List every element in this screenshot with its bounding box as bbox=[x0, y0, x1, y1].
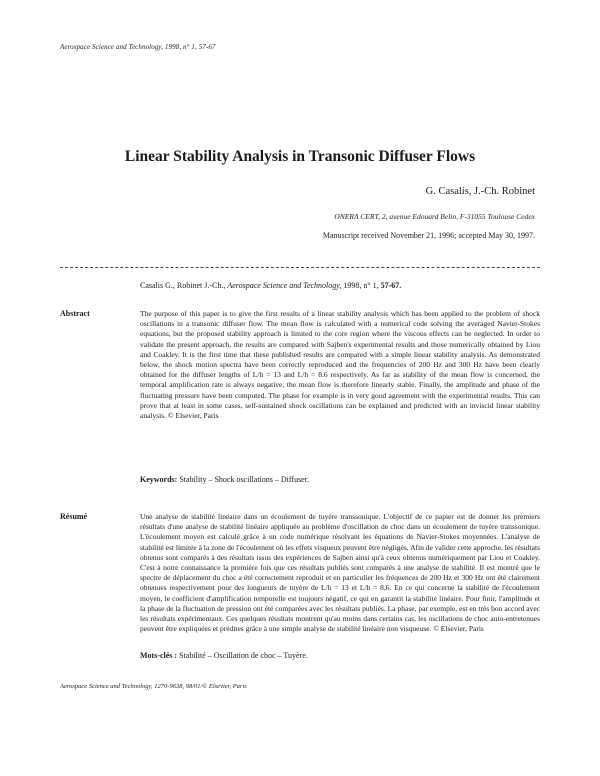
motscles-text: Stabilité – Oscillation de choc – Tuyère. bbox=[179, 651, 308, 660]
citation-authors: Casalis G., Robinet J.-Ch., bbox=[140, 281, 226, 290]
affiliation: ONERA CERT, 2, avenue Edouard Belin, F-31055 Toulouse Cedex bbox=[334, 212, 535, 221]
abstract-text: The purpose of this paper is to give the first results of a linear stability analysis which has been applied to the problem of shock oscillations in a transonic diffuser flow. The mean flow is calculated with a numerical code solving the averaged Navier-Stokes equations, but the proposed stability approach is limited to the core region where the viscous effects can be neglected. In order to validate the present approach, the results are compared with Sajben's experimental results and those numerically obtained by Liou and Coakley. It is the first time that these published results are compared with a simple linear stability analysis. As demonstrated below, the shock motion spectra have been correctly reproduced and the frequencies of 200 Hz and 300 Hz have been clearly obtained for the diffuser lengths of L/h = 13 and L/h = 8.6 respectively. As far as stability of the mean flow is concerned, the temporal amplification rate is always negative, the mean flow is therefore linearly stable. Finally, the amplitude and phase of the fluctuating pressure have been computed. The phase for example is in very good agreement with the experimental results. This can prove that at least in some cases, self-sustained shock oscillations can be explained and predicted with an inviscid linear stability analysis. © Elsevier, Paris bbox=[140, 309, 540, 421]
received-date: Manuscript received November 21, 1996; accepted May 30, 1997. bbox=[322, 231, 535, 240]
keywords-label: Keywords: bbox=[140, 475, 178, 484]
citation-journal: Aerospace Science and Technology, bbox=[227, 281, 342, 290]
motscles bbox=[140, 651, 308, 660]
authors: G. Casalis, J.-Ch. Robinet bbox=[425, 186, 535, 197]
resume-label: Résumé bbox=[60, 512, 88, 521]
keywords bbox=[140, 475, 309, 484]
footer: Aerospace Science and Technology, 1270-9638, 98/01/© Elsevier, Paris bbox=[60, 683, 247, 690]
abstract-label: Abstract bbox=[60, 309, 90, 318]
resume-text: Une analyse de stabilité linéaire dans un écoulement de tuyère transsonique. L'objectif de ce papier est de donner les premiers résultats d'une analyse de stabilité linéaire appliquée au problème d'oscillation de choc dans un écoulement de tuyère transsonique. L'écoulement moyen est calculé grâce à un code numérique résolvant les équations de Navier-Stokes moyennées. L'analyse de stabilité est limitée à la zone de l'écoulement où les effets visqueux peuvent être négligés. Afin de valider cette approche, les résultats obtenus sont comparés à des résultats issus des expériences de Sajben ainsi qu'à ceux obtenus numériquement par Liou et Coakley. C'est à notre connaissance la première fois que ces résultats publiés sont comparés à une analyse de stabilité. Il est montré que le spectre de déplacement du choc a été correctement reproduit et en particulier les fréquences de 200 Hz et 300 Hz ont été clairement obtenues respectivement pour des longueurs de tuyère de L/h = 13 et L/h = 8,6. En ce qui concerne la stabilité de l'écoulement moyen, le coefficient d'amplification temporelle est toujours négatif, ce qui en garantit la stabilité linéaire. Pour finir, l'amplitude et la phase de la fluctuation de pression ont été comparées avec les résultats publiés. La phase, par exemple, est en très bon accord avec les résultats expérimentaux. Ces quelques résultats montrent qu'au moins dans certains cas, les oscillations de choc auto-entretenues peuvent être expliquées et prédites grâce à une simple analyse de stabilité linéaire non visqueuse. © Elsevier, Paris bbox=[140, 512, 540, 634]
journal-header: Aerospace Science and Technology, 1998, n° 1, 57-67 bbox=[60, 43, 216, 51]
abstract-body bbox=[140, 309, 540, 421]
motscles-label: Mots-clés : bbox=[140, 651, 178, 660]
paper-title: Linear Stability Analysis in Transonic Diffuser Flows bbox=[124, 148, 476, 165]
citation bbox=[140, 281, 401, 290]
citation-volume: n° 1, bbox=[363, 281, 379, 290]
keywords-text: Stability – Shock oscillations – Diffuser. bbox=[179, 475, 309, 484]
section-divider bbox=[60, 267, 540, 268]
citation-year: 1998, bbox=[343, 281, 362, 290]
citation-pages: 57-67. bbox=[380, 281, 402, 290]
resume-body bbox=[140, 512, 540, 634]
